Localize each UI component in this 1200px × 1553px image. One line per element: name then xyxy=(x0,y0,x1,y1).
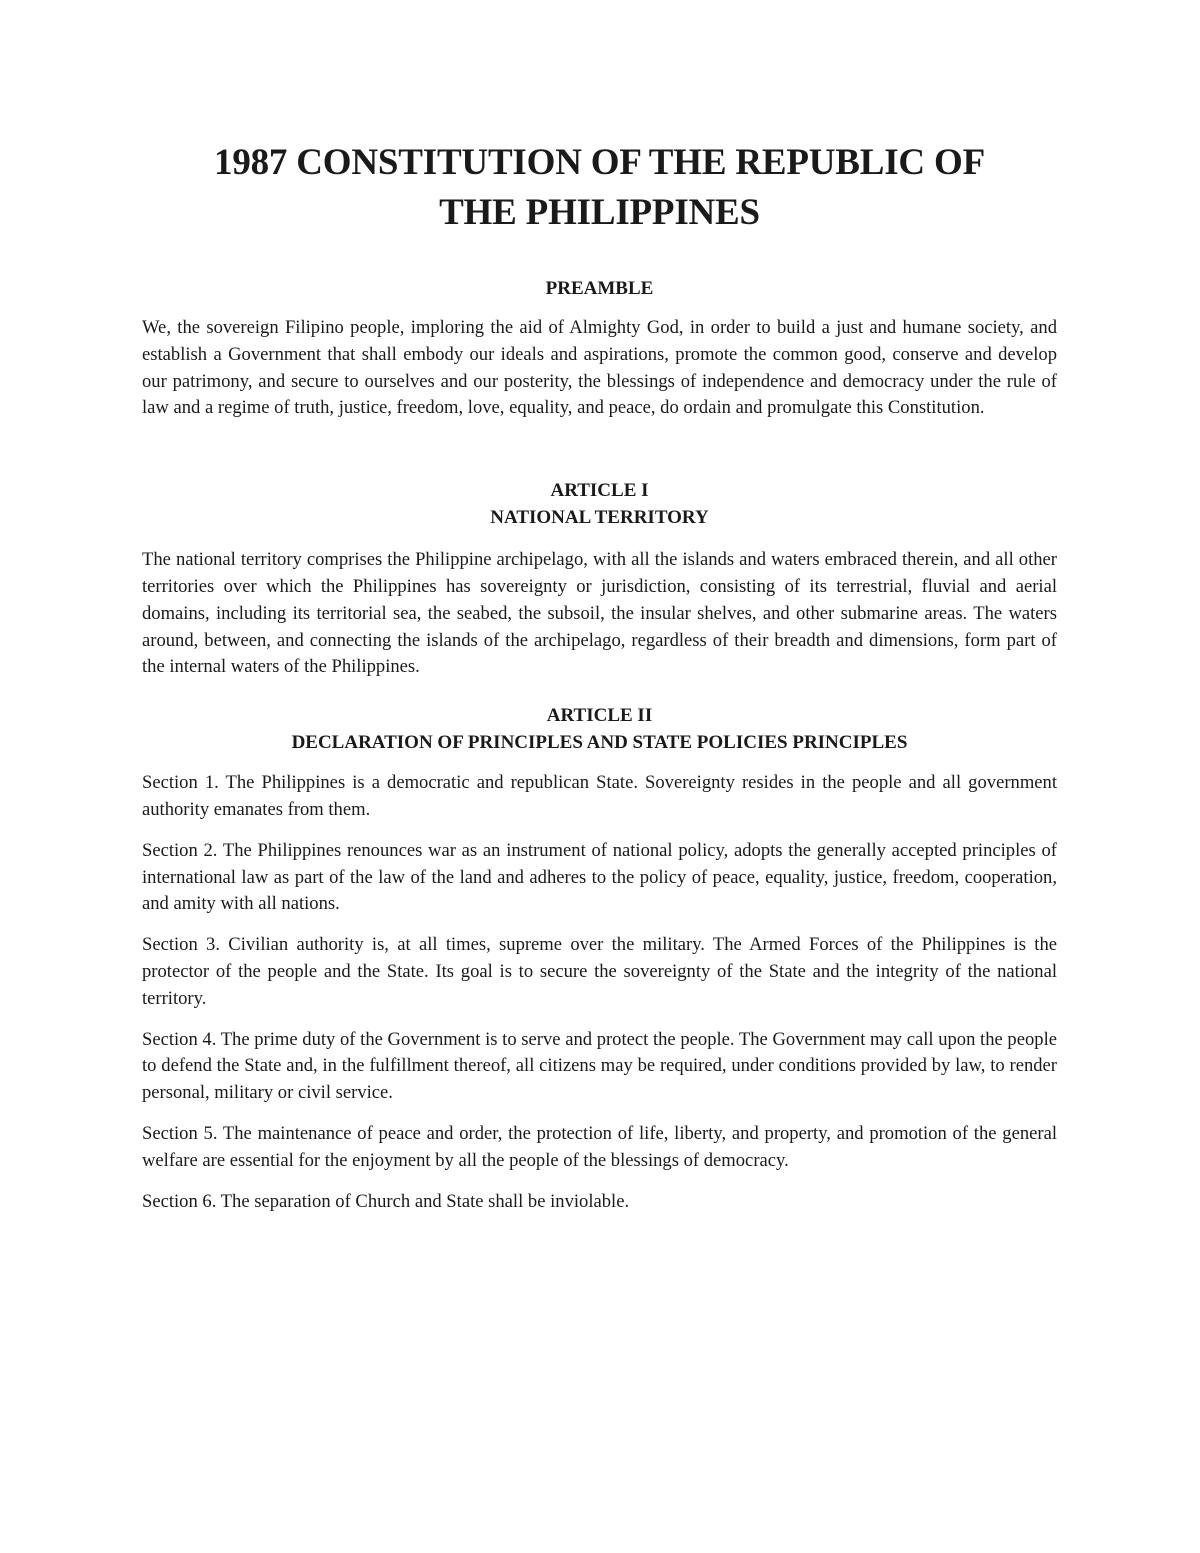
article2-section-6: Section 6. The separation of Church and State shall be inviolable. xyxy=(142,1190,630,1212)
article1-number: ARTICLE I xyxy=(550,480,649,502)
document-title-line2: THE PHILIPPINES xyxy=(439,192,760,233)
document-title-line1: 1987 CONSTITUTION OF THE REPUBLIC OF xyxy=(214,142,985,183)
article2-section-5: Section 5. The maintenance of peace and order, the protection of life, liberty, and property, and promotion of the general welfare are essential for the enjoyment by all the people of the blessings of democracy. xyxy=(142,1122,1057,1171)
article2-title: DECLARATION OF PRINCIPLES AND STATE POLICIES PRINCIPLES xyxy=(291,732,908,754)
article1-text: The national territory comprises the Philippine archipelago, with all the islands and waters embraced therein, and all other territories over which the Philippines has sovereignty or jurisdiction, consisting of its terrestrial, fluvial and aerial domains, including its territorial sea, the seabed, the subsoil, the insular shelves, and other submarine areas. The waters around, between, and connecting the islands of the archipelago, regardless of their breadth and dimensions, form part of the internal waters of the Philippines. xyxy=(142,549,1057,678)
document-title xyxy=(142,138,1057,238)
article2-section-2: Section 2. The Philippines renounces war as an instrument of national policy, adopts the generally accepted principles of international law as part of the law of the land and adheres to the policy of peace, equality, justice, freedom, cooperation, and amity with all nations. xyxy=(142,839,1057,915)
article1-title: NATIONAL TERRITORY xyxy=(490,507,709,529)
article2-section-4: Section 4. The prime duty of the Government is to serve and protect the people. The Government may call upon the people to defend the State and, in the fulfillment thereof, all citizens may be required, under conditions provided by law, to render personal, military or civil service. xyxy=(142,1028,1057,1104)
article2-section-1: Section 1. The Philippines is a democratic and republican State. Sovereignty resides in the people and all government authority emanates from them. xyxy=(142,772,1057,820)
article2-section-3: Section 3. Civilian authority is, at all times, supreme over the military. The Armed Forces of the Philippines is the protector of the people and the State. Its goal is to secure the sovereignty of the State and the integrity of the national territory. xyxy=(142,934,1057,1009)
document-page xyxy=(142,138,1057,1215)
article2-number: ARTICLE II xyxy=(546,705,653,727)
preamble-heading: PREAMBLE xyxy=(545,278,654,299)
preamble-text: We, the sovereign Filipino people, imploring the aid of Almighty God, in order to build a just and humane society, and establish a Government that shall embody our ideals and aspirations, promote the common good, conserve and develop our patrimony, and secure to ourselves and our posterity, the blessings of independence and democracy under the rule of law and a regime of truth, justice, freedom, love, equality, and peace, do ordain and promulgate this Constitution. xyxy=(142,317,1057,419)
